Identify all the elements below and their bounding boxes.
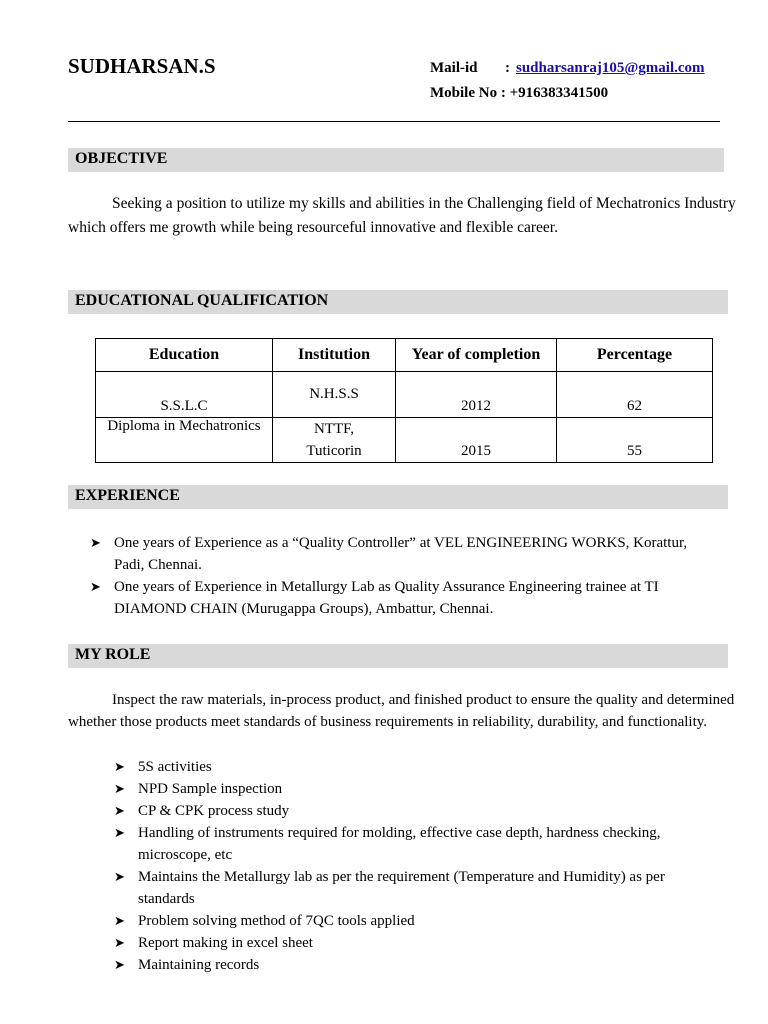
arrow-bullet-icon: ➤ bbox=[114, 781, 125, 796]
role-item: Handling of instruments required for molding, effective case depth, hardness checking, microscope, etc bbox=[138, 825, 661, 863]
section-header-experience bbox=[68, 485, 728, 509]
cell-percentage: 55 bbox=[557, 418, 713, 463]
role-item: CP & CPK process study bbox=[138, 803, 290, 819]
column-header: Year of completion bbox=[396, 339, 557, 372]
arrow-bullet-icon: ➤ bbox=[90, 535, 101, 550]
section-header-role bbox=[68, 644, 728, 668]
arrow-bullet-icon: ➤ bbox=[114, 759, 125, 774]
email-link[interactable]: sudharsanraj105@gmail.com bbox=[516, 60, 705, 76]
table-header-row bbox=[96, 339, 713, 372]
list-item bbox=[114, 866, 720, 910]
list-item bbox=[114, 954, 720, 976]
experience-item: One years of Experience as a “Quality Controller” at VEL ENGINEERING WORKS, Korattur, Padi, Chennai. bbox=[114, 535, 688, 573]
list-item bbox=[114, 932, 720, 954]
section-header-objective bbox=[68, 148, 724, 172]
table-row bbox=[96, 372, 713, 418]
section-title: MY ROLE bbox=[75, 646, 151, 663]
cell-education: Diploma in Mechatronics bbox=[96, 418, 273, 463]
experience-item: One years of Experience in Metallurgy Lab as Quality Assurance Engineering trainee at TI DIAMOND CHAIN (Murugappa Groups), Ambattur, Chennai. bbox=[114, 579, 659, 617]
objective-text: Seeking a position to utilize my skills and abilities in the Challenging field of Mechatronics Industry which offers me growth while being resourceful innovative and flexible career. bbox=[68, 195, 736, 236]
role-text: Inspect the raw materials, in-process product, and finished product to ensure the quality and determined whether those products meet standards of business requirements in reliability, durability, and functionality. bbox=[68, 692, 735, 730]
candidate-name: SUDHARSAN.S bbox=[68, 54, 216, 78]
role-list bbox=[114, 756, 720, 976]
cell-institution: N.H.S.S bbox=[273, 372, 396, 418]
role-item: Problem solving method of 7QC tools applied bbox=[138, 913, 415, 929]
mail-label: Mail-id bbox=[430, 60, 478, 76]
section-title: OBJECTIVE bbox=[75, 150, 168, 167]
role-paragraph bbox=[68, 689, 738, 733]
column-header: Education bbox=[96, 339, 273, 372]
education-table bbox=[95, 338, 713, 463]
arrow-bullet-icon: ➤ bbox=[90, 579, 101, 594]
list-item bbox=[114, 756, 720, 778]
column-header: Percentage bbox=[557, 339, 713, 372]
role-item: Maintains the Metallurgy lab as per the requirement (Temperature and Humidity) as per standards bbox=[138, 869, 665, 907]
section-header-education bbox=[68, 290, 728, 314]
arrow-bullet-icon: ➤ bbox=[114, 825, 125, 840]
section-title: EXPERIENCE bbox=[75, 487, 180, 504]
cell-year: 2015 bbox=[396, 418, 557, 463]
list-item bbox=[114, 910, 720, 932]
institution-line: NTTF, bbox=[313, 421, 355, 437]
cell-institution bbox=[273, 418, 396, 463]
list-item bbox=[114, 778, 720, 800]
list-item bbox=[114, 822, 720, 866]
mail-separator: : bbox=[505, 60, 510, 76]
arrow-bullet-icon: ➤ bbox=[114, 913, 125, 928]
list-item bbox=[90, 576, 720, 620]
cell-year: 2012 bbox=[396, 372, 557, 418]
role-item: Maintaining records bbox=[138, 957, 260, 973]
arrow-bullet-icon: ➤ bbox=[114, 957, 125, 972]
institution-line: Tuticorin bbox=[306, 443, 362, 459]
role-item: Report making in excel sheet bbox=[138, 935, 313, 951]
objective-paragraph bbox=[68, 192, 738, 240]
cell-percentage: 62 bbox=[557, 372, 713, 418]
cell-education: S.S.L.C bbox=[96, 372, 273, 418]
arrow-bullet-icon: ➤ bbox=[114, 803, 125, 818]
column-header: Institution bbox=[273, 339, 396, 372]
list-item bbox=[114, 800, 720, 822]
table-row bbox=[96, 418, 713, 463]
header-divider bbox=[68, 121, 720, 122]
arrow-bullet-icon: ➤ bbox=[114, 869, 125, 884]
list-item bbox=[90, 532, 720, 576]
role-item: NPD Sample inspection bbox=[138, 781, 283, 797]
arrow-bullet-icon: ➤ bbox=[114, 935, 125, 950]
experience-list bbox=[90, 532, 720, 620]
role-item: 5S activities bbox=[138, 759, 212, 775]
section-title: EDUCATIONAL QUALIFICATION bbox=[75, 292, 329, 309]
mobile-number: Mobile No : +916383341500 bbox=[430, 85, 609, 101]
